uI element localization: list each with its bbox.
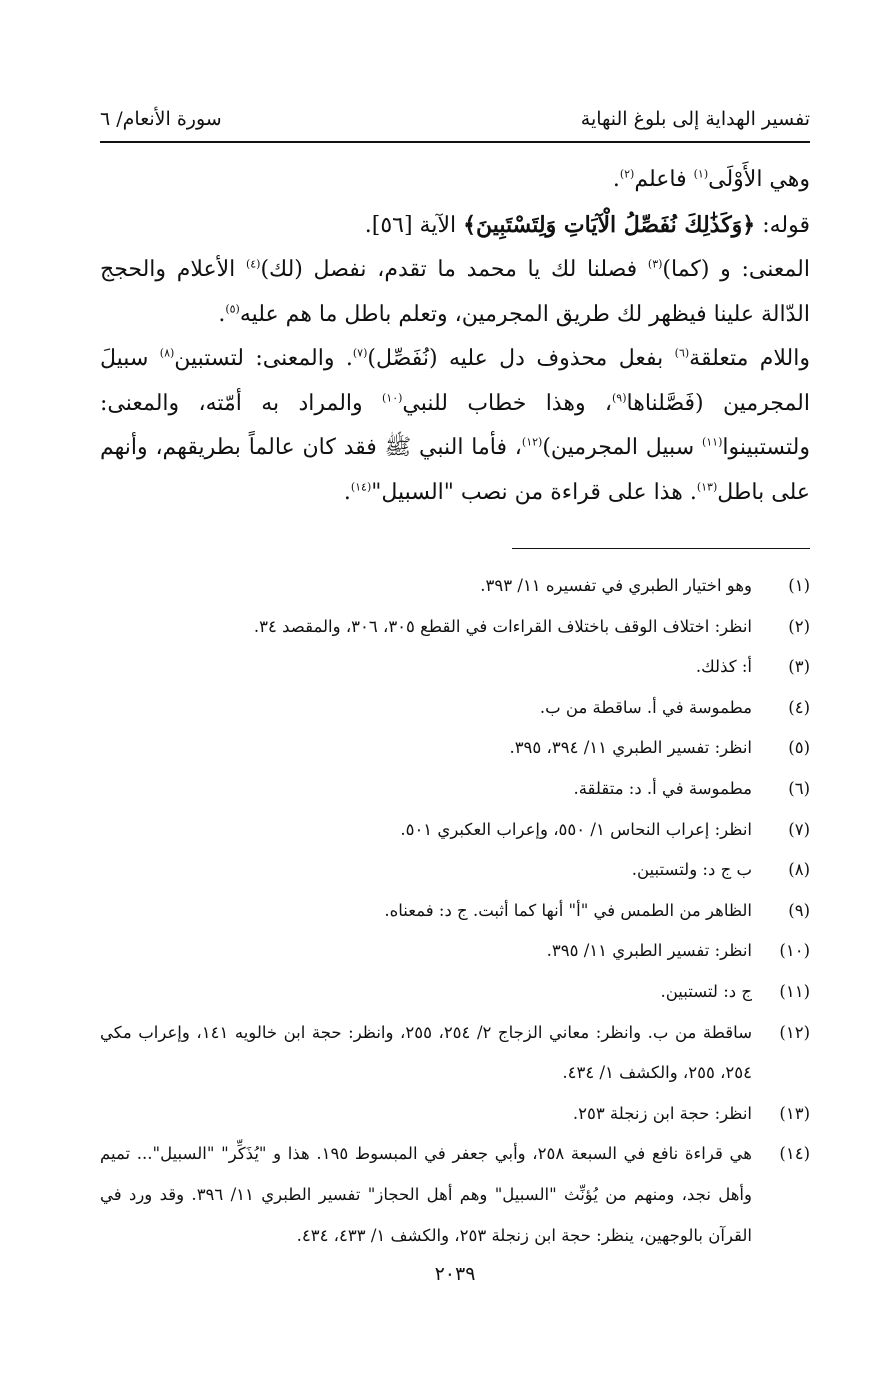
footnote-item <box>100 1094 810 1135</box>
footnote-marker[interactable]: (٧) <box>352 346 368 360</box>
page-number: ٢٠٣٩ <box>434 1263 476 1285</box>
footnote-marker[interactable]: (١٤) <box>350 480 372 494</box>
footnote-item <box>100 891 810 932</box>
footnote-marker[interactable]: (٢) <box>619 167 635 181</box>
running-header <box>100 96 810 130</box>
footnote-text: ساقطة من ب. وانظر: معاني الزجاج ٢/ ٢٥٤، ٢٥٥، وانظر: حجة ابن خالويه ١٤١، وإعراب مكي ٢٥٤، ٢٥٥، والكشف ١/ ٤٣٤. <box>100 1022 753 1083</box>
footnote-number: (٢) <box>788 616 810 636</box>
footnote-item <box>100 1134 810 1256</box>
footnotes-list <box>100 566 810 1256</box>
footnote-number: (٦) <box>788 778 810 798</box>
footnote-item <box>100 850 810 891</box>
footnote-divider <box>512 548 810 549</box>
footnote-number: (٨) <box>788 860 810 880</box>
footnote-item <box>100 972 810 1013</box>
footnote-marker[interactable]: (١٠) <box>381 391 403 405</box>
footnote-number: (١) <box>788 576 810 595</box>
book-page <box>100 0 810 1390</box>
footnote-text: انظر: إعراب النحاس ١/ ٥٥٠، وإعراب العكبري ٥٠١. <box>400 819 752 839</box>
footnote-number: (١٤) <box>779 1144 810 1164</box>
footnote-marker[interactable]: (١) <box>693 167 709 181</box>
footnote-number: (٧) <box>788 819 810 839</box>
verse-quote: قوله: ﴿وَكَذَٰلِكَ نُفَصِّلُ الْآيَاتِ وَلِتَسْتَبِينَ﴾ الآية [٥٦]. <box>364 211 810 238</box>
footnote-item <box>100 1013 810 1094</box>
footnote-marker[interactable]: (٤) <box>245 257 261 271</box>
footnote-text: ب ج د: ولتستبين. <box>631 860 752 880</box>
footnote-marker[interactable]: (٨) <box>159 346 175 360</box>
footnote-marker[interactable]: (١١) <box>701 435 723 449</box>
paragraph-meaning: المعنى: و (كما)$^{(٣)}$ فصلنا لك يا محمد ما تقدم، نفصل (لك)$^{(٤)}$ الأعلام والحجج الدّالة علينا فيظهر لك طريق المجرمين، وتعلم باطل ما هم عليه$^{(٥)}$. <box>100 257 810 327</box>
footnote-text: انظر: اختلاف الوقف باختلاف القراءات في القطع ٣٠٥، ٣٠٦، والمقصد ٣٤. <box>253 616 752 636</box>
footnote-text: مطموسة في أ. ساقطة من ب. <box>539 697 752 717</box>
footnote-text: انظر: تفسير الطبري ١١/ ٣٩٤، ٣٩٥. <box>509 738 752 758</box>
footnote-number: (٩) <box>788 900 810 920</box>
footnote-item <box>100 566 810 607</box>
footnote-text: الظاهر من الطمس في "أ" أنها كما أثبت. ج د: فمعناه. <box>384 900 752 920</box>
footnote-text: ج د: لتستبين. <box>660 981 752 1001</box>
footnote-number: (١٣) <box>779 1103 810 1123</box>
quran-verse: ﴿وَكَذَٰلِكَ نُفَصِّلُ الْآيَاتِ وَلِتَسْتَبِينَ﴾ <box>463 211 756 238</box>
text-line-1: وهي الأَوْلَى$^{(١)}$ فاعلم$^{(٢)}$. <box>612 167 810 192</box>
footnote-number: (١٠) <box>779 941 810 961</box>
header-divider <box>100 141 810 143</box>
footnote-number: (٤) <box>788 697 810 717</box>
footnote-marker[interactable]: (٥) <box>225 302 240 316</box>
footnote-item <box>100 688 810 729</box>
footnote-item <box>100 931 810 972</box>
footnote-number: (١١) <box>779 981 810 1001</box>
footnote-item <box>100 769 810 810</box>
surah-reference: سورة الأنعام/ ٦ <box>100 108 222 130</box>
footnote-item <box>100 728 810 769</box>
footnote-marker[interactable]: (٩) <box>612 391 627 405</box>
footnote-marker[interactable]: (١٢) <box>521 435 543 449</box>
footnote-text: مطموسة في أ. د: متقلقة. <box>573 778 752 798</box>
book-title: تفسير الهداية إلى بلوغ النهاية <box>580 108 810 130</box>
main-text <box>100 158 810 515</box>
footnote-text: انظر: تفسير الطبري ١١/ ٣٩٥. <box>546 941 752 961</box>
footnote-number: (٣) <box>788 657 810 677</box>
paragraph-grammar: واللام متعلقة$^{(٦)}$ بفعل محذوف دل عليه (نُفَصِّل)$^{(٧)}$. والمعنى: لتستبين$^{(٨)}$ سبيلَ المجرمين (فَصَّلناها$^{(٩)}$، وهذا خطاب للنبي$^{(١٠)}$ والمراد به أمّته، والمعنى: ولتستبينوا$^{(١١)}$ سبيل المجرمين)$^{(١٢)}$، فأما النبي ﷺ فقد كان عالماً بطريقهم، وأنهم على باطل$^{(١٣)}$. هذا على قراءة من نصب "السبيل"$^{(١٤)}$. <box>100 346 810 505</box>
footnote-number: (١٢) <box>779 1022 810 1042</box>
footnote-marker[interactable]: (٣) <box>647 257 663 271</box>
footnote-item <box>100 647 810 688</box>
footnote-marker[interactable]: (٦) <box>674 346 690 360</box>
footnote-number: (٥) <box>788 738 810 758</box>
footnote-marker[interactable]: (١٣) <box>696 480 718 494</box>
footnote-text: وهو اختيار الطبري في تفسيره ١١/ ٣٩٣. <box>480 576 752 595</box>
footnote-text: أ: كذلك. <box>695 657 752 677</box>
footnote-item <box>100 810 810 851</box>
footnote-item <box>100 607 810 648</box>
footnote-text: انظر: حجة ابن زنجلة ٢٥٣. <box>572 1103 752 1123</box>
footnote-text: هي قراءة نافع في السبعة ٢٥٨، وأبي جعفر في المبسوط ١٩٥. هذا و "يُذَكِّر" "السبيل"... تميم وأهل نجد، ومنهم من يُؤنِّث "السبيل" وهم أهل الحجاز" تفسير الطبري ١١/ ٣٩٦. وقد ورد في القرآن بالوجهين، ينظر: حجة ابن زنجلة ٢٥٣، والكشف ١/ ٤٣٣، ٤٣٤. <box>100 1144 752 1245</box>
